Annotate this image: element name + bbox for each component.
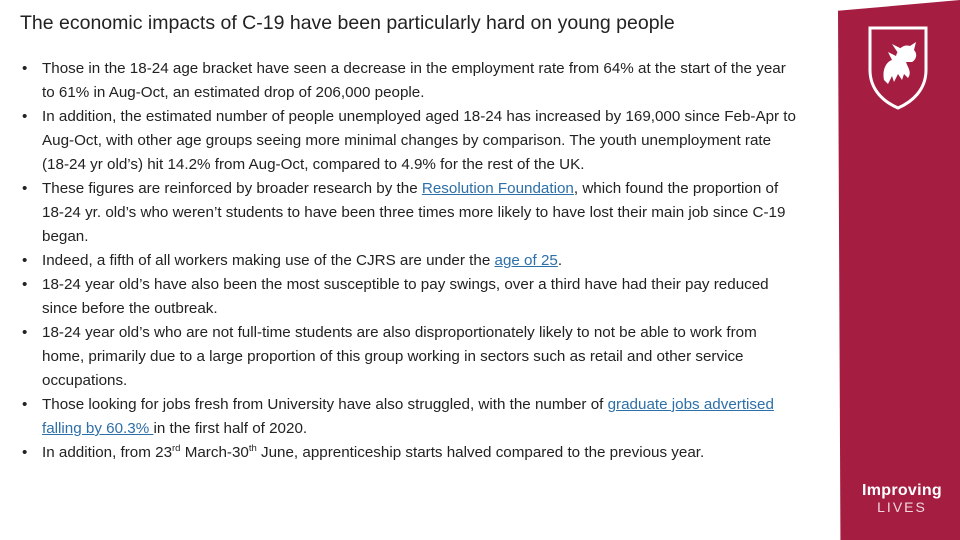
bullet-text-before: Those looking for jobs fresh from University have also struggled, with the number of xyxy=(42,396,608,413)
bullet-item xyxy=(22,441,802,465)
bullet-item xyxy=(22,393,802,441)
bullet-dot: • xyxy=(22,276,28,293)
slide-title: The economic impacts of C-19 have been particularly hard on young people xyxy=(20,12,675,34)
bullet-item xyxy=(22,177,802,249)
bullet-item xyxy=(22,321,802,393)
bullet-text-part: In addition, from 23 xyxy=(42,444,173,461)
bullet-text-after: , which found the proportion of 18-24 yr. old’s who weren’t students to have been three times more likely to have lost their main job since C-19 began. xyxy=(42,180,786,245)
bullet-dot: • xyxy=(22,324,28,341)
bullet-text-before: Indeed, a fifth of all workers making use of the CJRS are under the xyxy=(42,252,495,269)
bullet-text-before: These figures are reinforced by broader research by the xyxy=(42,180,422,197)
bullet-dot: • xyxy=(22,396,28,413)
bullet-text-after: in the first half of 2020. xyxy=(153,420,308,437)
welsh-dragon-crest-icon xyxy=(862,22,934,110)
bullet-dot: • xyxy=(22,252,28,269)
bullet-dot: • xyxy=(22,60,28,77)
resolution-foundation-link[interactable]: Resolution Foundation xyxy=(421,180,574,197)
improving-lives-logo xyxy=(852,482,952,516)
bullet-item xyxy=(22,105,802,177)
age-of-25-link[interactable]: age of 25 xyxy=(494,252,558,269)
bullet-text-part: March-30 xyxy=(180,444,249,461)
ordinal-suffix: th xyxy=(248,442,257,454)
bullet-dot: • xyxy=(22,444,28,461)
bullet-text: Those in the 18-24 age bracket have seen a decrease in the employment rate from 64% at the start of the year to 61% in Aug-Oct, an estimated drop of 206,000 people. xyxy=(42,60,786,101)
bullet-dot: • xyxy=(22,180,28,197)
bullet-item xyxy=(22,57,802,105)
graduate-jobs-link[interactable]: graduate jobs advertised falling by 60.3% xyxy=(42,396,774,437)
logo-line-1: Improving xyxy=(861,482,943,499)
bullet-text: 18-24 year old’s have also been the most susceptible to pay swings, over a third have had their pay reduced since before the outbreak. xyxy=(42,276,769,317)
bullet-text: 18-24 year old’s who are not full-time students are also disproportionately likely to not be able to work from home, primarily due to a large proportion of this group working in sectors such as retail and other service occupations. xyxy=(42,324,757,389)
ordinal-suffix: rd xyxy=(172,442,181,454)
bullet-text-after: . xyxy=(557,252,563,269)
bullet-text-part: June, apprenticeship starts halved compared to the previous year. xyxy=(256,444,705,461)
bullet-item xyxy=(22,249,802,273)
logo-line-2: LIVES xyxy=(877,499,927,515)
bullet-list xyxy=(22,57,802,465)
bullet-item xyxy=(22,273,802,321)
bullet-text: In addition, the estimated number of people unemployed aged 18-24 has increased by 169,000 since Feb-Apr to Aug-Oct, with other age groups seeing more minimal changes by comparison. The youth unemployment rate (18-24 yr old’s) hit 14.2% from Aug-Oct, compared to 4.9% for the rest of the UK. xyxy=(42,108,796,173)
bullet-dot: • xyxy=(22,108,28,125)
